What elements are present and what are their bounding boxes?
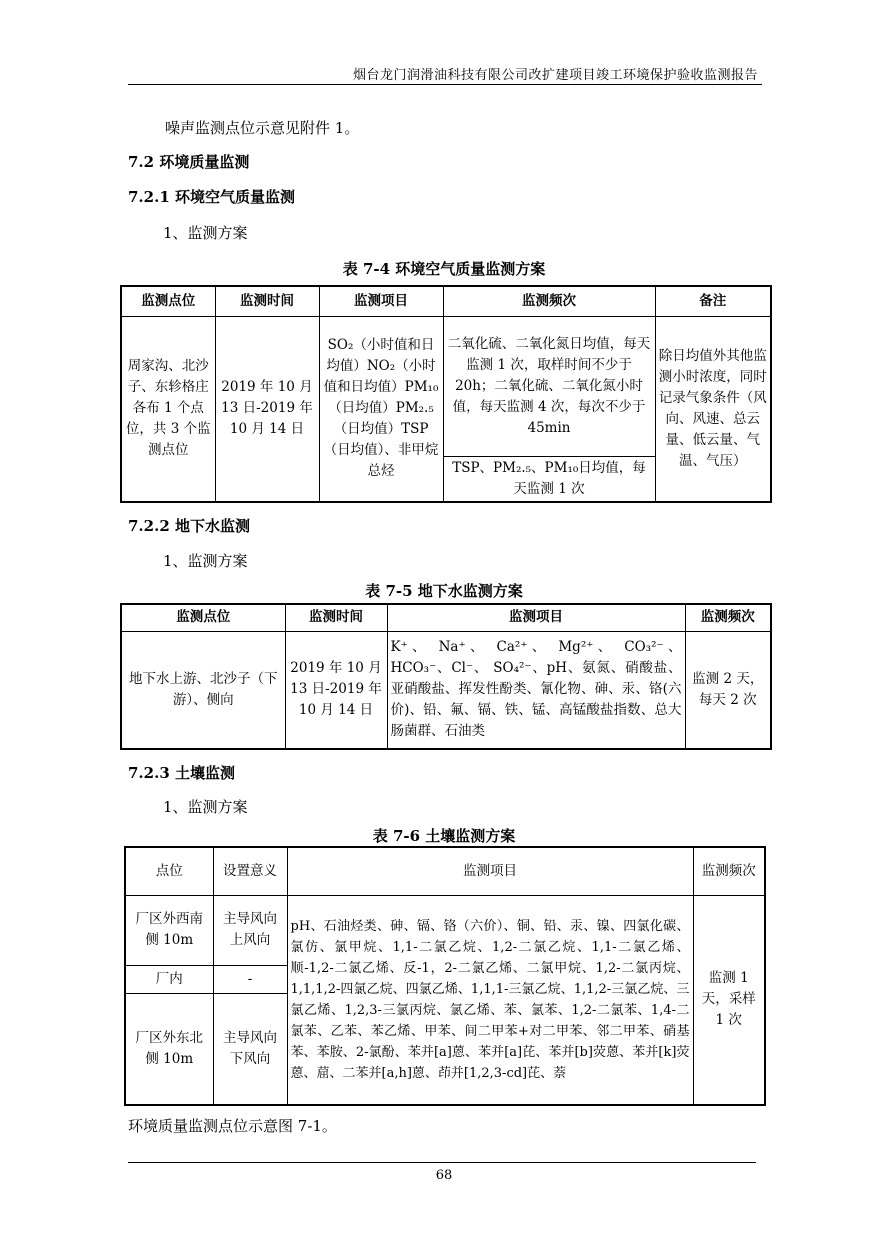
soil-monitoring-table <box>124 846 766 1106</box>
groundwater-monitoring-table <box>120 603 772 750</box>
soil-meaning-cell: - <box>213 965 287 993</box>
table-header-cell: 点位 <box>125 847 213 895</box>
table-header-cell: 监测频次 <box>685 604 771 631</box>
soil-site-cell: 厂区外东北侧 10m <box>125 993 213 1105</box>
soil-meaning-cell: 主导风向下风向 <box>213 993 287 1105</box>
closing-text: 环境质量监测点位示意图 7-1。 <box>128 1117 337 1135</box>
section-7-2-3-heading: 7.2.3 土壤监测 <box>128 764 235 782</box>
section-7-2-1-heading: 7.2.1 环境空气质量监测 <box>128 188 295 206</box>
table-7-4-caption: 表 7-4 环境空气质量监测方案 <box>342 260 546 278</box>
table-header-cell: 监测频次 <box>693 847 765 895</box>
air-time-cell: 2019 年 10 月 13 日-2019 年 10 月 14 日 <box>215 316 319 502</box>
table-header-cell: 监测项目 <box>387 604 685 631</box>
section-7-2-heading: 7.2 环境质量监测 <box>128 153 250 171</box>
table-header-cell: 监测时间 <box>215 286 319 316</box>
table-header-cell: 备注 <box>655 286 771 316</box>
table-header-cell: 监测频次 <box>443 286 655 316</box>
soil-site-cell: 厂区外西南侧 10m <box>125 895 213 965</box>
plan-label-groundwater: 1、监测方案 <box>163 552 248 570</box>
air-frequency-cell: TSP、PM₂.₅、PM₁₀日均值，每天监测 1 次 <box>443 456 655 502</box>
soil-frequency-cell: 监测 1 天，采样 1 次 <box>693 895 765 1105</box>
air-location-cell: 周家沟、北沙子、东轸格庄各布 1 个点位，共 3 个监测点位 <box>121 316 215 502</box>
table-header-cell: 监测点位 <box>121 604 285 631</box>
groundwater-location-cell: 地下水上游、北沙子（下游）、侧向 <box>121 631 285 749</box>
table-header-cell: 监测项目 <box>319 286 443 316</box>
groundwater-frequency-cell: 监测 2 天，每天 2 次 <box>685 631 771 749</box>
air-frequency-cell: 二氧化硫、二氧化氮日均值，每天监测 1 次，取样时间不少于 20h；二氧化硫、二氧化氮小时值，每天监测 4 次，每次不少于 45min <box>443 316 655 456</box>
table-header-cell: 设置意义 <box>213 847 287 895</box>
footer-rule <box>128 1162 756 1163</box>
page-number: 68 <box>435 1168 453 1183</box>
air-monitoring-table <box>120 285 772 503</box>
table-header-cell: 监测点位 <box>121 286 215 316</box>
plan-label-soil: 1、监测方案 <box>163 798 248 816</box>
header-rule <box>128 84 762 85</box>
intro-text: 噪声监测点位示意见附件 1。 <box>165 119 360 137</box>
groundwater-items-cell: K⁺、 Na⁺、 Ca²⁺、 Mg²⁺、 CO₃²⁻、 HCO₃⁻、Cl⁻、 SO₄²⁻、pH、氨氮、硝酸盐、亚硝酸盐、挥发性酚类、氰化物、砷、汞、铬(六价)、铅、氟、镉、铁、锰、高锰酸盐指数、总大肠菌群、石油类 <box>387 631 685 749</box>
header-title: 烟台龙门润滑油科技有限公司改扩建项目竣工环境保护验收监测报告 <box>352 68 758 83</box>
section-7-2-2-heading: 7.2.2 地下水监测 <box>128 517 250 535</box>
table-7-6-caption: 表 7-6 土壤监测方案 <box>372 827 516 845</box>
groundwater-time-cell: 2019 年 10 月 13 日-2019 年 10 月 14 日 <box>285 631 387 749</box>
soil-site-cell: 厂内 <box>125 965 213 993</box>
soil-items-cell: pH、石油烃类、砷、镉、铬（六价）、铜、铅、汞、镍、四氯化碳、氯仿、氯甲烷、1,1-二氯乙烷、1,2-二氯乙烷、1,1-二氯乙烯、顺-1,2-二氯乙烯、反-1，2-二氯乙烯、二氯甲烷、1,2-二氯丙烷、1,1,1,2-四氯乙烷、四氯乙烯、1,1,1-三氯乙烷、1,1,2-三氯乙烷、三氯乙烯、1,2,3-三氯丙烷、氯乙烯、苯、氯苯、1,2-二氯苯、1,4-二氯苯、乙苯、苯乙烯、甲苯、间二甲苯+对二甲苯、邻二甲苯、硝基苯、苯胺、2-氯酚、苯并[a]蒽、苯并[a]芘、苯并[b]荧蒽、苯并[k]荧蒽、䓛、二苯并[a,h]蒽、茚并[1,2,3-cd]芘、萘 <box>287 895 693 1105</box>
air-items-cell: SO₂（小时值和日均值）NO₂（小时值和日均值）PM₁₀（日均值）PM₂.₅（日均值）TSP（日均值）、非甲烷总烃 <box>319 316 443 502</box>
air-note-cell: 除日均值外其他监测小时浓度，同时记录气象条件（风向、风速、总云量、低云量、气温、气压） <box>655 316 771 502</box>
table-header-cell: 监测项目 <box>287 847 693 895</box>
plan-label-air: 1、监测方案 <box>163 224 248 242</box>
table-header-cell: 监测时间 <box>285 604 387 631</box>
table-7-5-caption: 表 7-5 地下水监测方案 <box>365 582 523 600</box>
soil-meaning-cell: 主导风向上风向 <box>213 895 287 965</box>
